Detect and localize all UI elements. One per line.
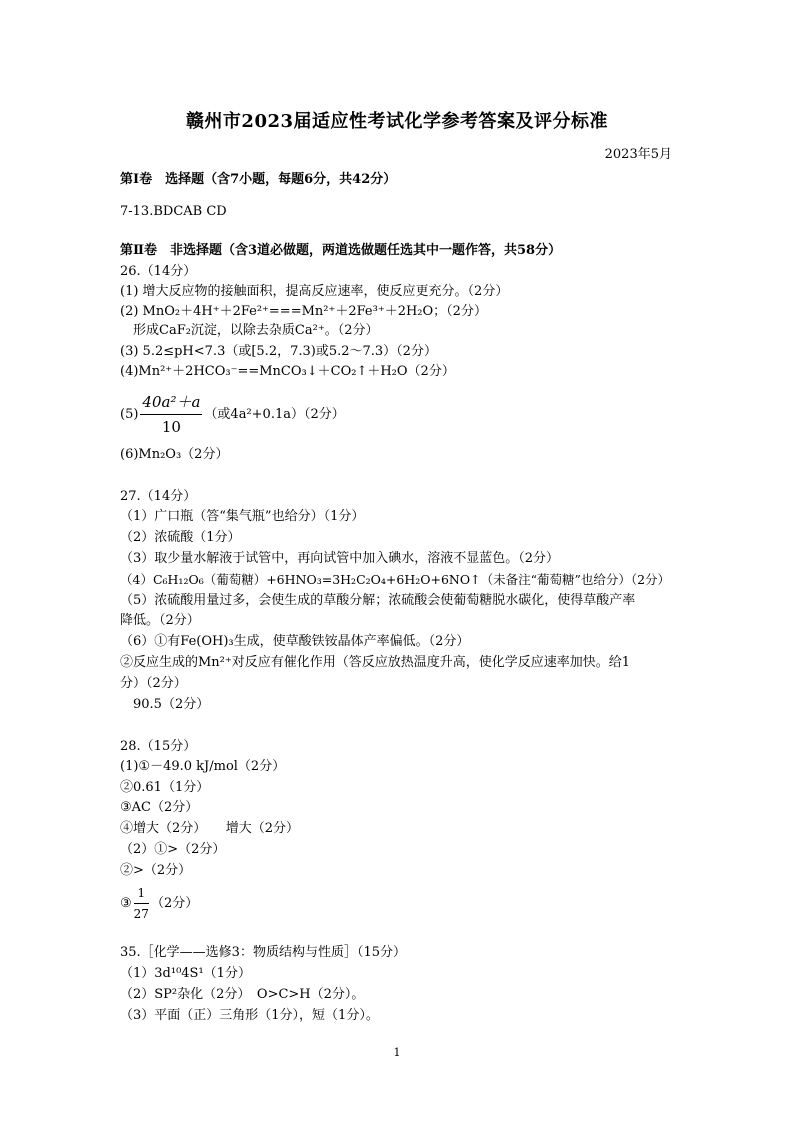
q28-fraction-denominator: 27 [133,907,149,921]
q28-l7-suffix: （2分） [150,896,199,911]
q26-line-5: (4)Mn²⁺＋2HCO₃⁻==MnCO₃↓＋CO₂↑＋H₂O（2分） [120,364,455,379]
q27-line-5: （5）浓硫酸用量过多，会使生成的草酸分解；浓硫酸会使葡萄糖脱水碳化，使得草酸产率 [120,593,636,608]
q35-line-1: （1）3d¹⁰4S¹（1分） [120,966,251,981]
section1-answer: 7-13.BDCAB CD [120,204,227,219]
q28-fraction [134,885,149,922]
date-label: 2023年5月 [604,147,672,162]
q26-line-1: (1) 增大反应物的接触面积，提高反应速率，使反应更充分。（2分） [120,284,509,299]
q26-line-3: 形成CaF₂沉淀，以除去杂质Ca²⁺。（2分） [133,323,379,338]
q28-line-5: （2）①>（2分） [120,842,226,857]
q27-line-1: （1）广口瓶（答“集气瓶”也给分）（1分） [120,509,365,524]
q35-line-3: （3）平面（正）三角形（1分），短（1分）。 [120,1008,379,1023]
q28-line-7 [120,885,198,922]
q27-line-4: （4）C₆H₁₂O₆（葡萄糖）+6HNO₃=3H₂C₂O₄+6H₂O+6NO↑（未备注“葡萄糖”也给分）（2分） [120,572,671,587]
q27-line-2: （2）浓硫酸（1分） [120,530,241,545]
q35-line-2: （2）SP²杂化（2分） O>C>H（2分）。 [120,987,365,1002]
q28-line-4: ④增大（2分） 增大（2分） [120,821,300,836]
q26-line-4: (3) 5.2≤pH<7.3（或[5.2，7.3)或5.2〜7.3）（2分） [120,344,437,359]
q26-fraction [140,392,202,437]
q28-line-1: (1)①－49.0 kJ/mol（2分） [120,759,286,774]
q26-line-2: (2) MnO₂＋4H⁺＋2Fe²⁺===Mn²⁺＋2Fe³⁺＋2H₂O；（2分） [120,304,487,319]
section2-heading: 第Ⅱ卷 非选择题（含3道必做题，两道选做题任选其中一题作答，共58分） [120,243,562,258]
q26-line-7: (6)Mn₂O₃（2分） [120,447,229,462]
q26-line-6 [120,392,345,437]
q28-fraction-numerator: 1 [134,885,149,904]
q26-fraction-denominator: 10 [161,418,181,436]
q28-l7-prefix: ③ [120,896,132,911]
q35-header: 35.［化学——选修3：物质结构与性质］（15分） [120,945,406,960]
q26-header: 26.（14分） [120,264,197,279]
q27-line-10: 90.5（2分） [133,697,210,712]
section1-heading: 第Ⅰ卷 选择题（含7小题，每题6分，共42分） [120,172,397,187]
q27-line-9: 分）（2分） [120,676,187,691]
q27-line-3: （3）取少量水解液于试管中，再向试管中加入碘水，溶液不显蓝色。（2分） [120,551,560,566]
q26-l6-suffix: （或4a²+0.1a）（2分） [204,407,345,422]
q27-line-8: ②反应生成的Mn²⁺对反应有催化作用（答反应放热温度升高，使化学反应速率加快。给1 [120,655,631,670]
q28-line-6: ②>（2分） [120,863,192,878]
page-title: 赣州市2023届适应性考试化学参考答案及评分标准 [185,111,609,132]
q27-line-7: （6）①有Fe(OH)₃生成，使草酸铁铵晶体产率偏低。（2分） [120,634,470,649]
page-number: 1 [393,1046,401,1059]
q27-line-6: 降低。（2分） [120,613,200,628]
q28-line-2: ②0.61（1分） [120,780,210,795]
q27-header: 27.（14分） [120,489,197,504]
q28-line-3: ③AC（2分） [120,800,199,815]
q26-l6-prefix: (5) [120,407,139,422]
q26-fraction-numerator: 40a²＋a [140,392,202,415]
q28-header: 28.（15分） [120,739,197,754]
